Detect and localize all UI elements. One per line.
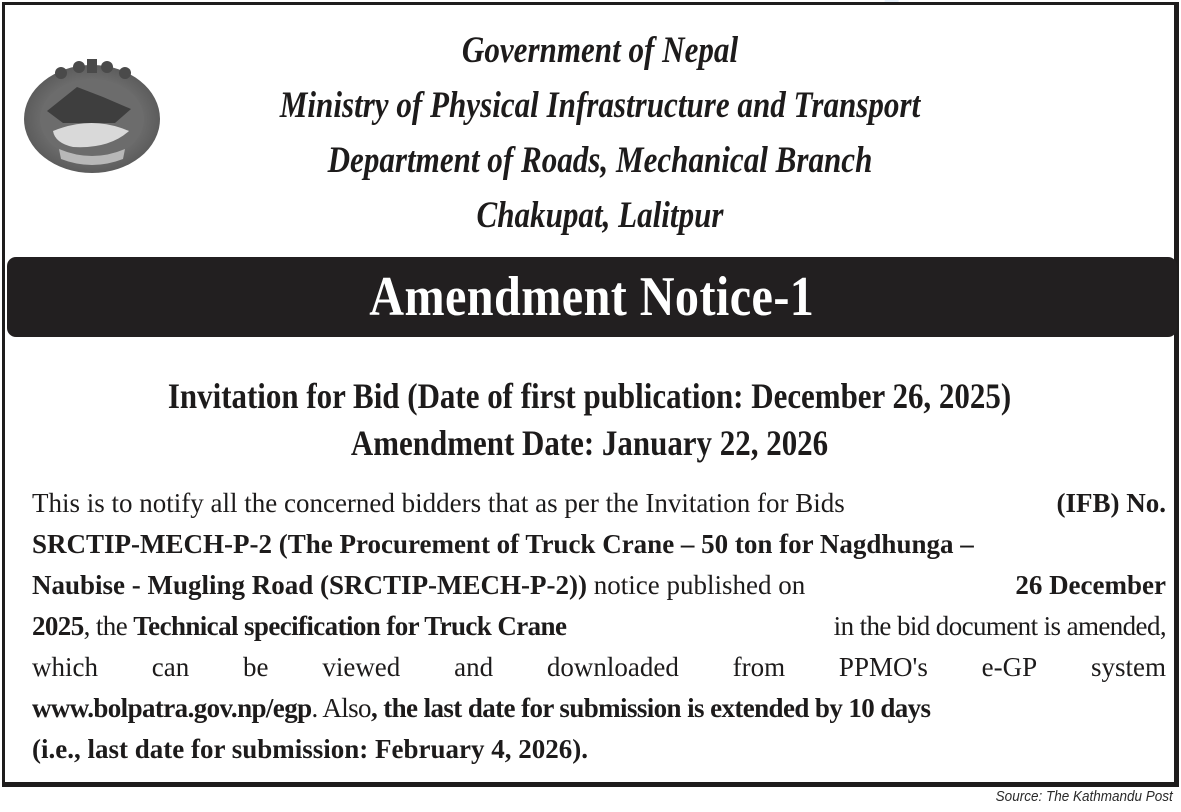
bid-info-heading bbox=[5, 373, 1174, 467]
notice-body bbox=[32, 483, 1166, 770]
ministry-name: Ministry of Physical Infrastructure and Transport bbox=[279, 85, 921, 126]
body-line-6: www.bolpatra.gov.np/egp. Also, the last date for submission is extended by 10 days bbox=[32, 693, 931, 723]
body-line-2: SRCTIP-MECH-P-2 (The Procurement of Truck Crane – 50 ton for Nagdhunga – bbox=[32, 529, 974, 559]
body-line-1: This is to notify all the concerned bidders that as per the Invitation for Bids (IFB) No. bbox=[32, 488, 1166, 518]
egp-website-link[interactable]: www.bolpatra.gov.np/egp bbox=[32, 693, 312, 723]
notice-title-banner bbox=[7, 257, 1177, 337]
office-location: Chakupat, Lalitpur bbox=[476, 195, 724, 236]
body-line-4: 2025, the Technical specification for Truck Crane in the bid document is amended, bbox=[32, 611, 1166, 641]
notice-title: Amendment Notice-1 bbox=[369, 266, 815, 328]
invitation-for-bid-line: Invitation for Bid (Date of first publication: December 26, 2025) bbox=[167, 376, 1012, 416]
body-line-5: which can be viewed and downloaded from PPMO's e-GP system bbox=[32, 652, 1166, 682]
body-line-3: Naubise - Mugling Road (SRCTIP-MECH-P-2)) notice published on 26 December bbox=[32, 570, 1166, 600]
amendment-date-line: Amendment Date: January 22, 2026 bbox=[350, 423, 829, 463]
source-caption: Source: The Kathmandu Post bbox=[995, 788, 1173, 805]
body-line-7 bbox=[32, 729, 1166, 770]
letterhead bbox=[235, 23, 966, 243]
notice-box bbox=[2, 2, 1179, 787]
nepal-emblem-icon bbox=[19, 53, 165, 177]
department-name: Department of Roads, Mechanical Branch bbox=[327, 140, 873, 181]
submission-deadline: (i.e., last date for submission: February 4, 2026). bbox=[32, 734, 588, 764]
government-name: Government of Nepal bbox=[461, 30, 739, 71]
